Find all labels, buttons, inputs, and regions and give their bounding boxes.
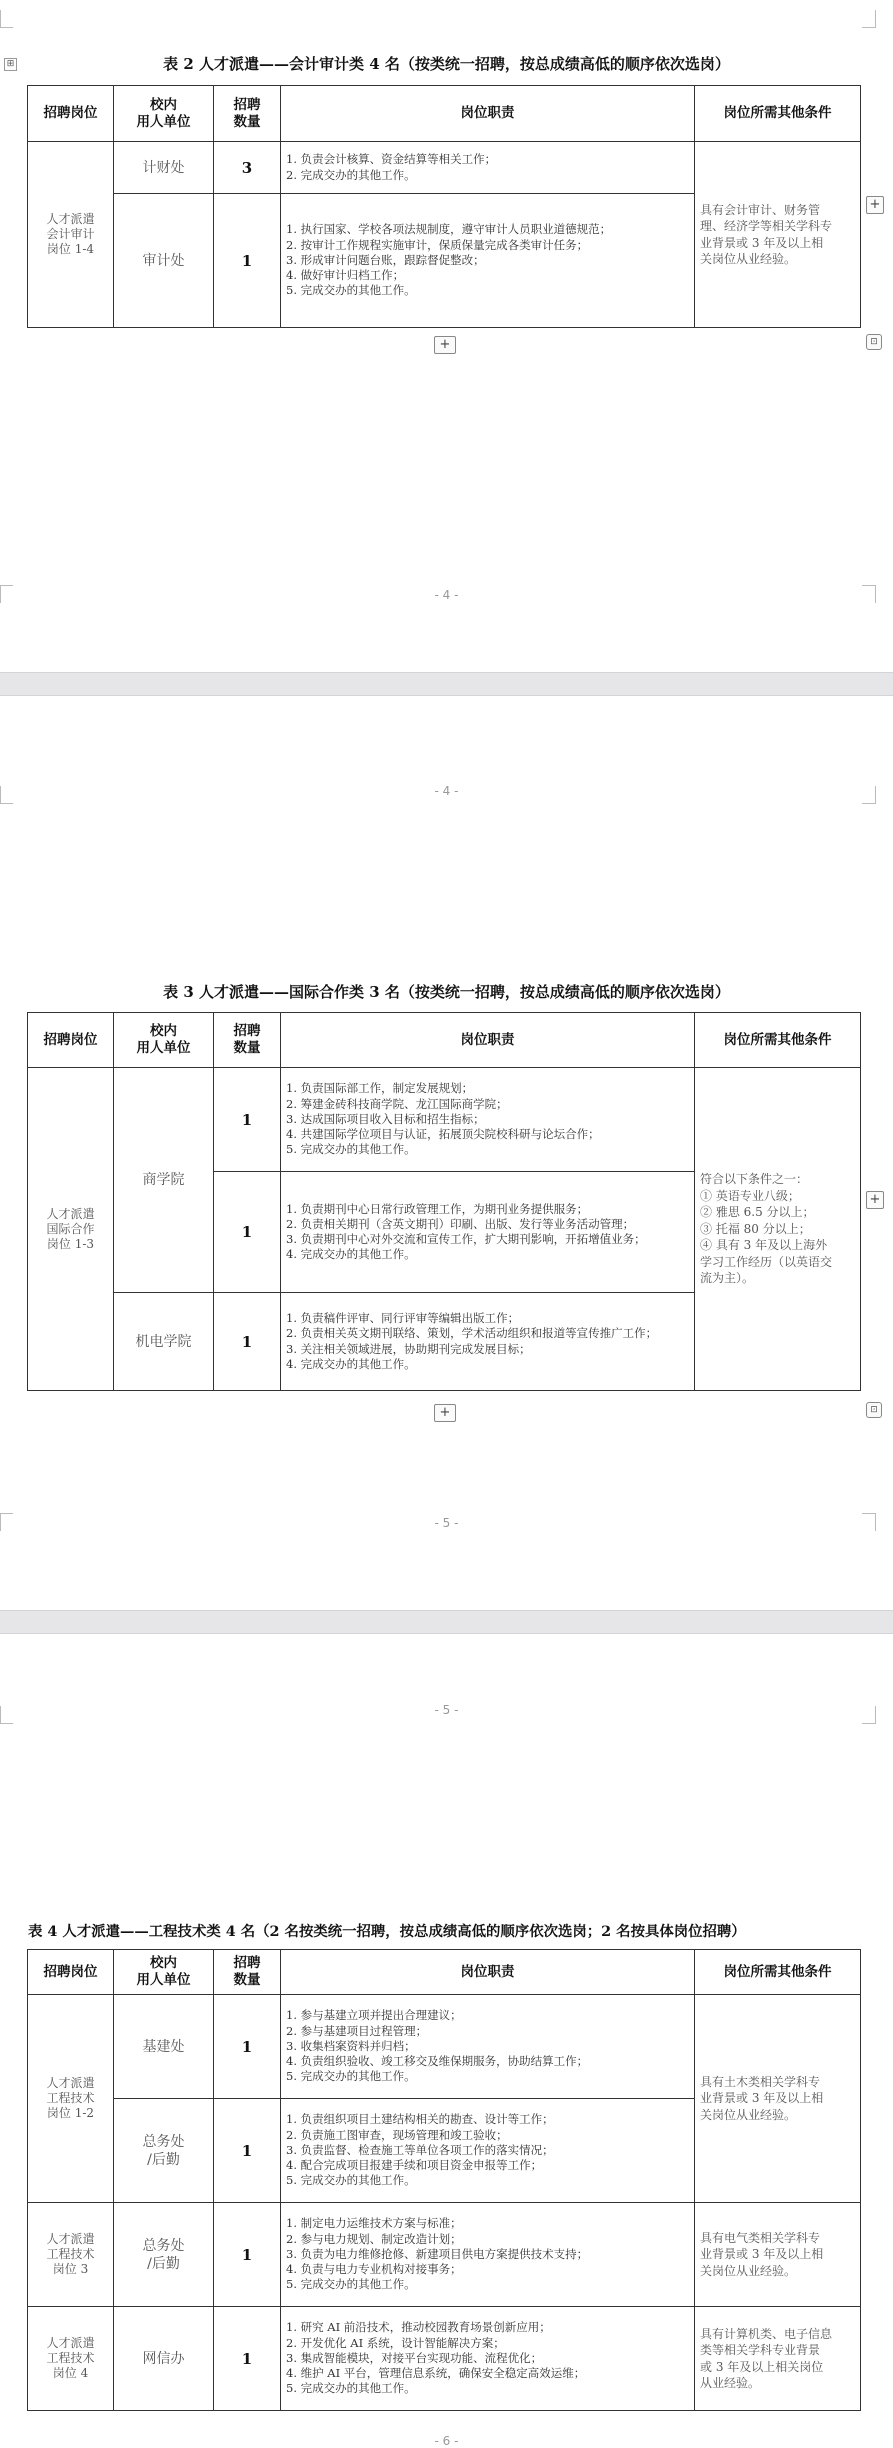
- duty-line: 1. 制定电力运维技术方案与标准；: [286, 2216, 462, 2231]
- header-unit-line: 用人单位: [136, 113, 191, 130]
- page-corner-mark: [862, 786, 876, 804]
- duty-cell: [281, 2099, 695, 2203]
- post-cell: [28, 2307, 114, 2411]
- duty-line: 3. 形成审计问题台账，跟踪督促整改；: [286, 252, 485, 267]
- unit-line: 总务处: [142, 2133, 185, 2150]
- post-line: 工程技术: [46, 2351, 95, 2365]
- page-gap: [0, 1610, 893, 1634]
- header-post: 招聘岗位: [28, 1950, 114, 1995]
- duty-cell: [281, 1293, 695, 1391]
- duty-line: 2. 负责相关英文期刊联络、策划，学术活动组织和报道等宣传推广工作；: [286, 1326, 658, 1341]
- duty-cell: [281, 1995, 695, 2099]
- page-4: [0, 0, 893, 672]
- table-row: [28, 1995, 861, 2099]
- duty-cell: [281, 142, 695, 194]
- condition-line: 具有会计审计、财务管: [700, 202, 821, 217]
- page-header-number: - 4 -: [434, 784, 459, 798]
- duty-line: 3. 集成智能模块，对接平台实现功能、流程优化；: [286, 2350, 543, 2365]
- count-cell: 1: [214, 1172, 281, 1293]
- unit-cell: [114, 2099, 214, 2203]
- condition-line: ② 雅思 6.5 分以上；: [700, 1205, 815, 1220]
- post-line: 人才派遣: [46, 2336, 95, 2350]
- post-line: 工程技术: [46, 2247, 95, 2261]
- page-gap: [0, 672, 893, 696]
- table-row: [28, 2307, 861, 2411]
- table-resize-icon[interactable]: ⊡: [866, 1402, 882, 1418]
- header-count-line: 数量: [233, 1040, 261, 1056]
- page-corner-mark: [862, 10, 876, 28]
- header-unit-line: 校内: [150, 1023, 177, 1039]
- duty-line: 5. 完成交办的其他工作。: [286, 2381, 416, 2396]
- table-3: [27, 1012, 861, 1391]
- duty-line: 2. 负责施工图审查，现场管理和竣工验收；: [286, 2127, 508, 2142]
- post-line: 会计审计: [46, 227, 95, 241]
- duty-line: 1. 研究 AI 前沿技术，推动校园教育场景创新应用；: [286, 2320, 551, 2335]
- count-cell: 1: [214, 2307, 281, 2411]
- condition-line: 具有土木类相关学科专: [700, 2074, 821, 2089]
- count-cell: 1: [214, 1293, 281, 1391]
- condition-line: 业背景或 3 年及以上相: [700, 2091, 824, 2106]
- unit-line: 总务处: [142, 2237, 185, 2254]
- header-unit: [114, 86, 214, 142]
- add-row-plus-icon[interactable]: +: [434, 336, 456, 354]
- post-line: 工程技术: [46, 2091, 95, 2105]
- duty-line: 5. 完成交办的其他工作。: [286, 2277, 416, 2292]
- condition-line: 具有电气类相关学科专: [700, 2230, 821, 2245]
- duty-line: 2. 按审计工作规程实施审计，保质保量完成各类审计任务；: [286, 237, 589, 252]
- table-row: [28, 142, 861, 194]
- condition-line: 学习工作经历（以英语交: [700, 1254, 833, 1269]
- post-cell: [28, 1995, 114, 2203]
- table-2-caption: 表 2 人才派遣——会计审计类 4 名（按类统一招聘，按总成绩高低的顺序依次选岗）: [163, 55, 730, 73]
- duty-cell: [281, 2203, 695, 2307]
- duty-line: 1. 负责期刊中心日常行政管理工作，为期刊业务提供服务；: [286, 1201, 589, 1216]
- unit-cell: 计财处: [114, 142, 214, 194]
- page-corner-mark: [0, 10, 13, 28]
- post-line: 岗位 3: [52, 2262, 89, 2276]
- duty-line: 2. 开发优化 AI 系统，设计智能解决方案；: [286, 2335, 505, 2350]
- duty-cell: [281, 1068, 695, 1172]
- count-cell: 1: [214, 2203, 281, 2307]
- post-line: 岗位 1-2: [46, 2106, 95, 2120]
- duty-line: 4. 共建国际学位项目与认证，拓展顶尖院校科研与论坛合作；: [286, 1127, 600, 1142]
- duty-line: 4. 做好审计归档工作；: [286, 268, 405, 283]
- duty-line: 5. 完成交办的其他工作。: [286, 1142, 416, 1157]
- header-unit-line: 用人单位: [136, 1972, 191, 1988]
- header-unit: [114, 1950, 214, 1995]
- page-header-number: - 5 -: [434, 1703, 459, 1717]
- table-row: [28, 2203, 861, 2307]
- condition-line: 从业经验。: [700, 2376, 761, 2390]
- condition-line: 具有计算机类、电子信息: [700, 2326, 833, 2341]
- condition-cell: [695, 142, 861, 328]
- condition-cell: [695, 2203, 861, 2307]
- header-unit-line: 校内: [150, 1955, 177, 1971]
- header-duty: 岗位职责: [281, 86, 695, 142]
- condition-line: 关岗位从业经验。: [700, 252, 797, 266]
- header-count-line: 招聘: [233, 96, 261, 113]
- condition-cell: [695, 1995, 861, 2203]
- condition-line: 符合以下条件之一：: [700, 1172, 809, 1187]
- duty-line: 2. 筹建金砖科技商学院、龙江国际商学院；: [286, 1096, 508, 1111]
- table-move-handle-icon[interactable]: ⊞: [4, 58, 17, 71]
- unit-cell: 基建处: [114, 1995, 214, 2099]
- page-corner-mark: [0, 1706, 13, 1724]
- header-count: [214, 1013, 281, 1068]
- table-3-caption: 表 3 人才派遣——国际合作类 3 名（按类统一招聘，按总成绩高低的顺序依次选岗）: [163, 983, 730, 1001]
- condition-line: ① 英语专业八级；: [700, 1188, 800, 1203]
- post-cell: [28, 142, 114, 328]
- header-unit-line: 校内: [150, 96, 177, 113]
- add-column-plus-icon[interactable]: +: [866, 1191, 884, 1209]
- table-4: [27, 1949, 861, 2411]
- duty-cell: [281, 194, 695, 328]
- duty-line: 1. 执行国家、学校各项法规制度，遵守审计人员职业道德规范；: [286, 222, 612, 237]
- table-resize-icon[interactable]: ⊡: [866, 334, 882, 350]
- post-line: 人才派遣: [46, 2076, 95, 2090]
- page-corner-mark: [0, 786, 13, 804]
- table-2: [27, 85, 861, 328]
- duty-line: 3. 负责为电力维修抢修、新建项目供电方案提供技术支持；: [286, 2246, 589, 2261]
- duty-line: 2. 参与基建项目过程管理；: [286, 2023, 428, 2038]
- post-line: 岗位 1-3: [46, 1236, 95, 1251]
- header-post: 招聘岗位: [28, 86, 114, 142]
- page-number: - 4 -: [434, 588, 459, 602]
- table-header-row: [28, 1950, 861, 1995]
- unit-line: /后勤: [147, 2151, 180, 2168]
- header-count-line: 数量: [233, 1972, 261, 1988]
- condition-line: 业背景或 3 年及以上相: [700, 2247, 824, 2262]
- post-line: 人才派遣: [46, 1206, 95, 1221]
- page-corner-mark: [862, 1706, 876, 1724]
- header-unit: [114, 1013, 214, 1068]
- duty-line: 2. 参与电力规划、制定改造计划；: [286, 2231, 462, 2246]
- count-cell: 1: [214, 1995, 281, 2099]
- duty-line: 4. 维护 AI 平台，管理信息系统，确保安全稳定高效运维；: [286, 2366, 586, 2381]
- duty-cell: [281, 2307, 695, 2411]
- unit-cell: 审计处: [114, 194, 214, 328]
- post-line: 人才派遣: [46, 2232, 95, 2246]
- table-row: [28, 1068, 861, 1172]
- condition-line: ③ 托福 80 分以上；: [700, 1221, 811, 1236]
- duty-line: 2. 负责相关期刊（含英文期刊）印刷、出版、发行等业务活动管理；: [286, 1216, 635, 1231]
- condition-line: ④ 具有 3 年及以上海外: [700, 1238, 828, 1253]
- page-number: - 6 -: [434, 2434, 459, 2448]
- page-6: [0, 1634, 893, 2448]
- condition-line: 流为主）。: [700, 1271, 755, 1286]
- unit-cell: [114, 2203, 214, 2307]
- duty-line: 1. 参与基建立项并提出合理建议；: [286, 2008, 462, 2023]
- header-count: [214, 86, 281, 142]
- duty-line: 5. 完成交办的其他工作。: [286, 2173, 416, 2188]
- unit-cell: 网信办: [114, 2307, 214, 2411]
- condition-line: 关岗位从业经验。: [700, 2263, 797, 2278]
- duty-line: 2. 完成交办的其他工作。: [286, 167, 416, 182]
- table-header-row: [28, 86, 861, 142]
- post-cell: [28, 1068, 114, 1391]
- condition-line: 或 3 年及以上相关岗位: [700, 2359, 824, 2374]
- header-condition: 岗位所需其他条件: [695, 1013, 861, 1068]
- header-unit-line: 用人单位: [136, 1040, 191, 1056]
- duty-line: 1. 负责会计核算、资金结算等相关工作；: [286, 152, 497, 167]
- condition-line: 关岗位从业经验。: [700, 2107, 797, 2122]
- duty-line: 1. 负责稿件评审、同行评审等编辑出版工作；: [286, 1311, 520, 1326]
- header-duty: 岗位职责: [281, 1950, 695, 1995]
- count-cell: 1: [214, 1068, 281, 1172]
- unit-cell: 商学院: [114, 1068, 214, 1293]
- header-count-line: 数量: [233, 113, 261, 130]
- condition-cell: [695, 1068, 861, 1391]
- post-line: 国际合作: [46, 1221, 95, 1236]
- duty-line: 3. 负责期刊中心对外交流和宣传工作，扩大期刊影响，开拓增值业务；: [286, 1232, 646, 1246]
- header-condition: 岗位所需其他条件: [695, 1950, 861, 1995]
- header-count-line: 招聘: [233, 1023, 261, 1039]
- add-row-plus-icon[interactable]: +: [434, 1404, 456, 1422]
- duty-line: 5. 完成交办的其他工作。: [286, 283, 416, 298]
- count-cell: 3: [214, 142, 281, 194]
- duty-line: 3. 负责监督、检查施工等单位各项工作的落实情况；: [286, 2142, 554, 2157]
- page-number: - 5 -: [434, 1516, 459, 1530]
- duty-cell: [281, 1172, 695, 1293]
- unit-line: /后勤: [147, 2255, 180, 2272]
- add-column-plus-icon[interactable]: +: [866, 196, 884, 214]
- duty-line: 4. 完成交办的其他工作。: [286, 1356, 416, 1371]
- condition-cell: [695, 2307, 861, 2411]
- post-cell: [28, 2203, 114, 2307]
- header-duty: 岗位职责: [281, 1013, 695, 1068]
- post-line: 岗位 4: [52, 2366, 89, 2380]
- condition-line: 类等相关学科专业背景: [700, 2343, 821, 2357]
- header-count-line: 招聘: [233, 1955, 261, 1971]
- table-header-row: [28, 1013, 861, 1068]
- unit-cell: 机电学院: [114, 1293, 214, 1391]
- header-post: 招聘岗位: [28, 1013, 114, 1068]
- condition-line: 理、经济学等相关学科专: [700, 219, 833, 233]
- duty-line: 5. 完成交办的其他工作。: [286, 2069, 416, 2084]
- duty-line: 4. 配合完成项目报建手续和项目资金申报等工作；: [286, 2158, 543, 2173]
- duty-line: 4. 完成交办的其他工作。: [286, 1247, 416, 1262]
- header-count: [214, 1950, 281, 1995]
- table-4-caption: 表 4 人才派遣——工程技术类 4 名（2 名按类统一招聘，按总成绩高低的顺序依次选岗；2 名按具体岗位招聘）: [28, 1923, 746, 1940]
- page-5: [0, 696, 893, 1610]
- duty-line: 4. 负责与电力专业机构对接事务；: [286, 2262, 462, 2277]
- post-line: 人才派遣: [46, 212, 95, 226]
- header-condition: 岗位所需其他条件: [695, 86, 861, 142]
- duty-line: 3. 关注相关领域进展，协助期刊完成发展目标；: [286, 1341, 531, 1356]
- post-line: 岗位 1-4: [46, 242, 95, 256]
- duty-line: 3. 收集档案资料并归档；: [286, 2038, 416, 2053]
- condition-line: 业背景或 3 年及以上相: [700, 235, 824, 250]
- duty-line: 1. 负责国际部工作，制定发展规划；: [286, 1081, 474, 1096]
- count-cell: 1: [214, 2099, 281, 2203]
- duty-line: 4. 负责组织验收、竣工移交及维保期服务，协助结算工作；: [286, 2054, 589, 2069]
- duty-line: 1. 负责组织项目土建结构相关的勘查、设计等工作；: [286, 2112, 554, 2127]
- count-cell: 1: [214, 194, 281, 328]
- duty-line: 3. 达成国际项目收入目标和招生指标；: [286, 1111, 485, 1126]
